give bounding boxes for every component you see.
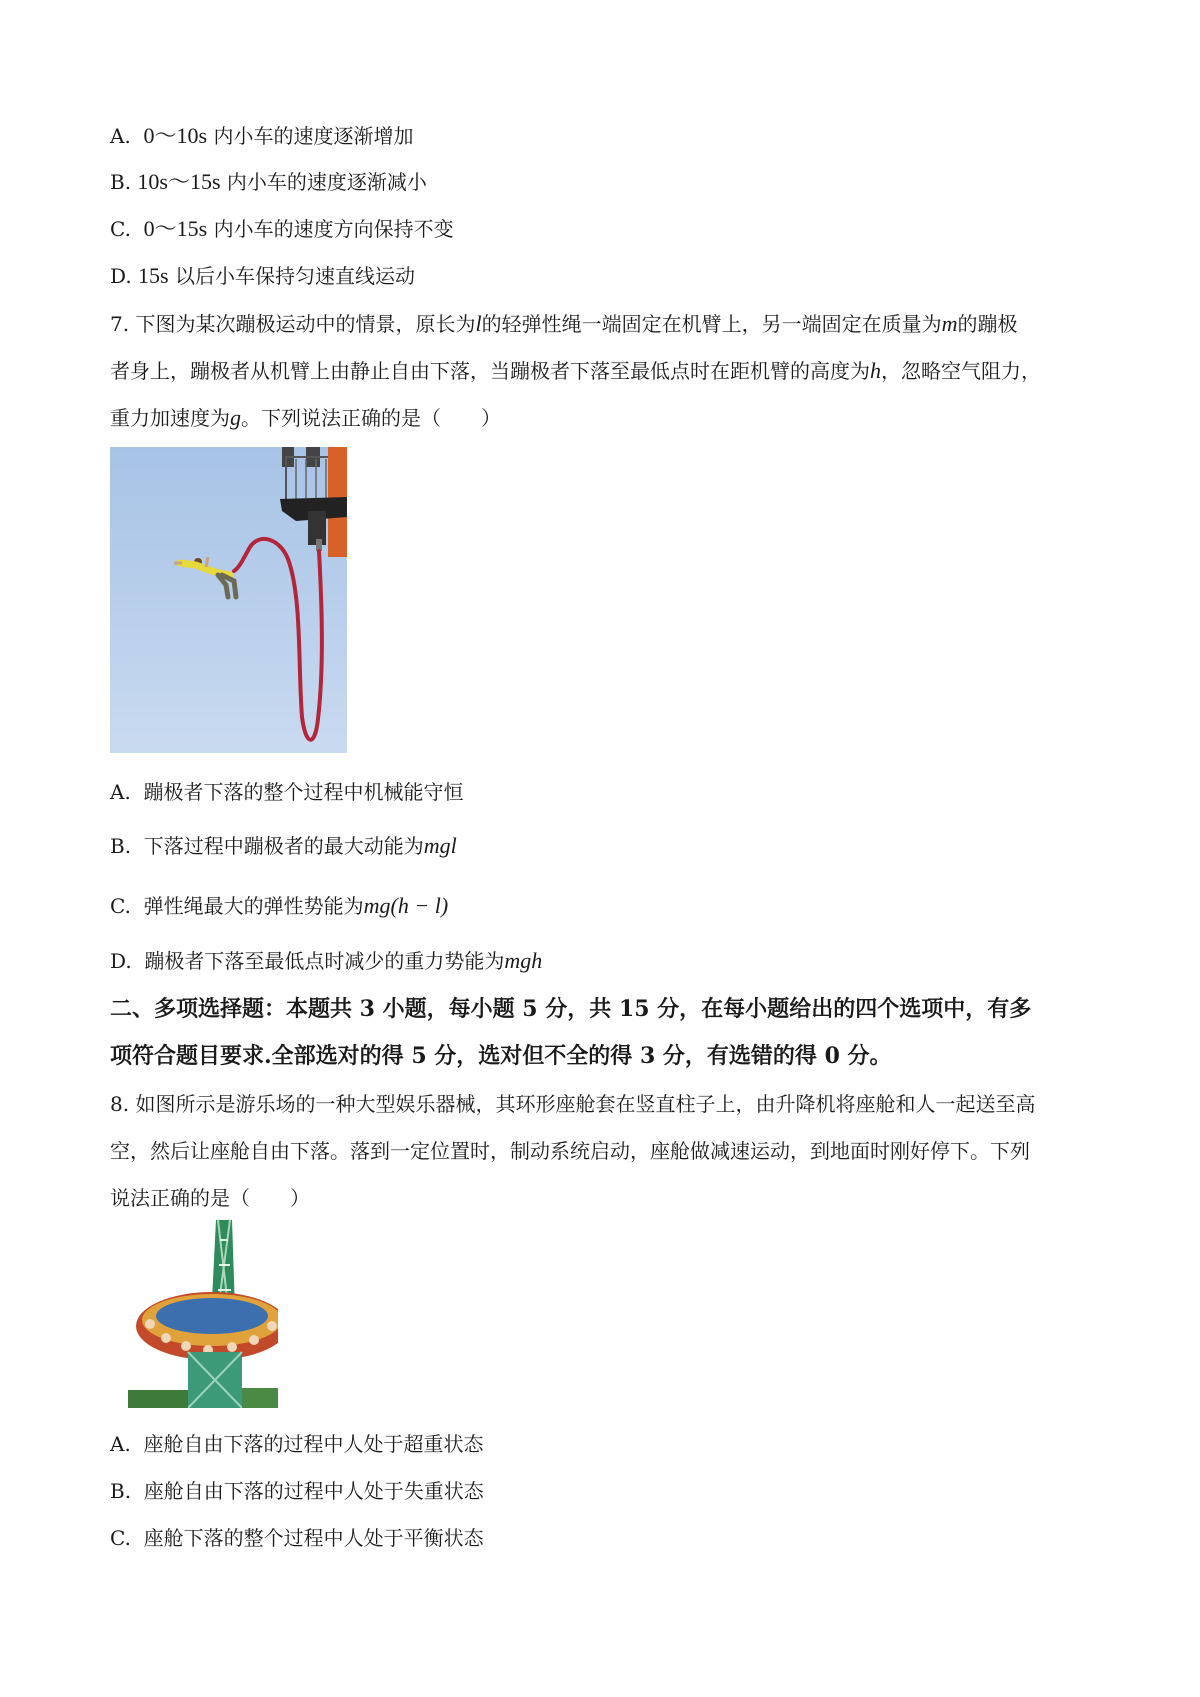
q7-option-d: D. 蹦极者下落至最低点时减少的重力势能为mgh: [110, 948, 543, 973]
q6-option-b: B. 10s～15s 内小车的速度逐渐减小: [110, 169, 427, 194]
q6-option-c: C. 0～15s 内小车的速度方向保持不变: [110, 216, 454, 241]
q8-option-c: C. 座舱下落的整个过程中人处于平衡状态: [110, 1526, 484, 1550]
q6-option-a: A. 0～10s 内小车的速度逐渐增加: [110, 123, 414, 148]
bungee-photo: [110, 447, 347, 753]
q7-option-c: C. 弹性绳最大的弹性势能为mg(h − l): [110, 893, 449, 918]
q6-option-d: D. 15s 以后小车保持匀速直线运动: [110, 263, 415, 288]
section-heading-line2: 项符合题目要求.全部选对的得 5 分，选对但不全的得 3 分，有选错的得 0 分。: [110, 1043, 892, 1069]
drop-tower-photo: [128, 1220, 278, 1408]
q8-stem-line1: 8. 如图所示是游乐场的一种大型娱乐器械，其环形座舱套在竖直柱子上，由升降机将座舱和人一起送至高: [110, 1092, 1036, 1116]
q7-option-a: A. 蹦极者下落的整个过程中机械能守恒: [110, 780, 464, 804]
q8-option-b: B. 座舱自由下落的过程中人处于失重状态: [110, 1479, 484, 1503]
q7-stem-line3: 重力加速度为g。下列说法正确的是（ ）: [110, 405, 501, 430]
q8-stem-line2: 空，然后让座舱自由下落。落到一定位置时，制动系统启动，座舱做减速运动，到地面时刚好停下。下列: [110, 1139, 1030, 1163]
q7-option-b: B. 下落过程中蹦极者的最大动能为mgl: [110, 833, 457, 858]
q7-stem-line1: 7. 下图为某次蹦极运动中的情景，原长为l的轻弹性绳一端固定在机臂上，另一端固定在质量为m的蹦极: [110, 311, 1018, 336]
q8-option-a: A. 座舱自由下落的过程中人处于超重状态: [110, 1432, 484, 1456]
section-heading-line1: 二、多项选择题：本题共 3 小题，每小题 5 分，共 15 分，在每小题给出的四个选项中，有多: [110, 996, 1032, 1022]
q8-stem-line3: 说法正确的是（ ）: [110, 1186, 310, 1210]
q7-stem-line2: 者身上，蹦极者从机臂上由静止自由下落，当蹦极者下落至最低点时在距机臂的高度为h，忽略空气阻力，: [110, 358, 1041, 383]
